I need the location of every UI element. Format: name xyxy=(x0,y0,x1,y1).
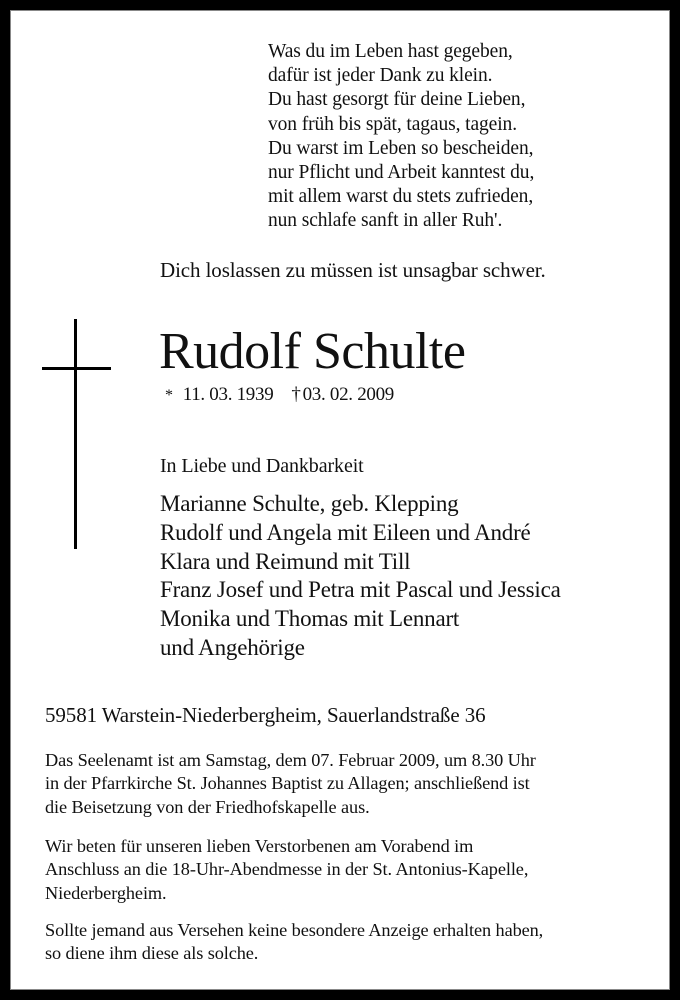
paragraph-line: Anschluss an die 18-Uhr-Abendmesse in der St. Antonius-Kapelle, xyxy=(45,859,529,880)
poem-line: Du hast gesorgt für deine Lieben, xyxy=(268,89,526,111)
poem-line: mit allem warst du stets zufrieden, xyxy=(268,186,534,208)
paragraph-line: Niederbergheim. xyxy=(45,882,167,903)
mourner-line: Klara und Reimund mit Till xyxy=(160,548,411,574)
mourners-intro: In Liebe und Dankbarkeit xyxy=(160,455,364,477)
deceased-name: Rudolf Schulte xyxy=(159,323,466,380)
mourner-line: Franz Josef und Petra mit Pascal und Jessica xyxy=(160,577,561,603)
paragraph-line: Wir beten für unseren lieben Verstorbenen am Vorabend im xyxy=(45,836,474,856)
poem-line: nun schlafe sanft in aller Ruh'. xyxy=(268,210,503,232)
notice-paragraph xyxy=(45,919,543,966)
paragraph-line: die Beisetzung von der Friedhofskapelle aus. xyxy=(45,796,370,817)
poem-line: dafür ist jeder Dank zu klein. xyxy=(268,65,493,87)
prayer-paragraph xyxy=(45,835,528,905)
poem-line: nur Pflicht und Arbeit kanntest du, xyxy=(268,162,535,184)
paragraph-line: in der Pfarrkirche St. Johannes Baptist zu Allagen; anschließend ist xyxy=(45,773,530,794)
life-dates xyxy=(165,384,394,406)
birth-date: 11. 03. 1939 xyxy=(182,384,274,405)
paragraph-line: so diene ihm diese als solche. xyxy=(45,943,259,964)
birth-star-icon: * xyxy=(165,387,173,404)
cross-horizontal-bar xyxy=(42,367,111,370)
paragraph-line: Sollte jemand aus Versehen keine besondere Anzeige erhalten haben, xyxy=(45,920,544,940)
poem-line: von früh bis spät, tagaus, tagein. xyxy=(268,113,517,135)
mourner-line: und Angehörige xyxy=(160,634,305,660)
tagline: Dich loslassen zu müssen ist unsagbar schwer. xyxy=(160,258,546,282)
cross-vertical-bar xyxy=(74,319,77,549)
address: 59581 Warstein-Niederbergheim, Sauerlandstraße 36 xyxy=(45,703,486,727)
mourners-list xyxy=(160,490,561,663)
poem-line: Du warst im Leben so bescheiden, xyxy=(268,137,534,159)
funeral-service-paragraph xyxy=(45,749,536,819)
mourner-line: Rudolf und Angela mit Eileen und André xyxy=(160,519,531,545)
poem-line: Was du im Leben hast gegeben, xyxy=(268,41,513,62)
poem xyxy=(268,40,534,234)
mourner-line: Monika und Thomas mit Lennart xyxy=(160,606,460,632)
death-date: 03. 02. 2009 xyxy=(302,384,395,405)
paragraph-line: Das Seelenamt ist am Samstag, dem 07. Februar 2009, um 8.30 Uhr xyxy=(45,750,536,770)
death-dagger-icon: † xyxy=(291,384,301,405)
mourner-line: Marianne Schulte, geb. Klepping xyxy=(160,491,459,516)
